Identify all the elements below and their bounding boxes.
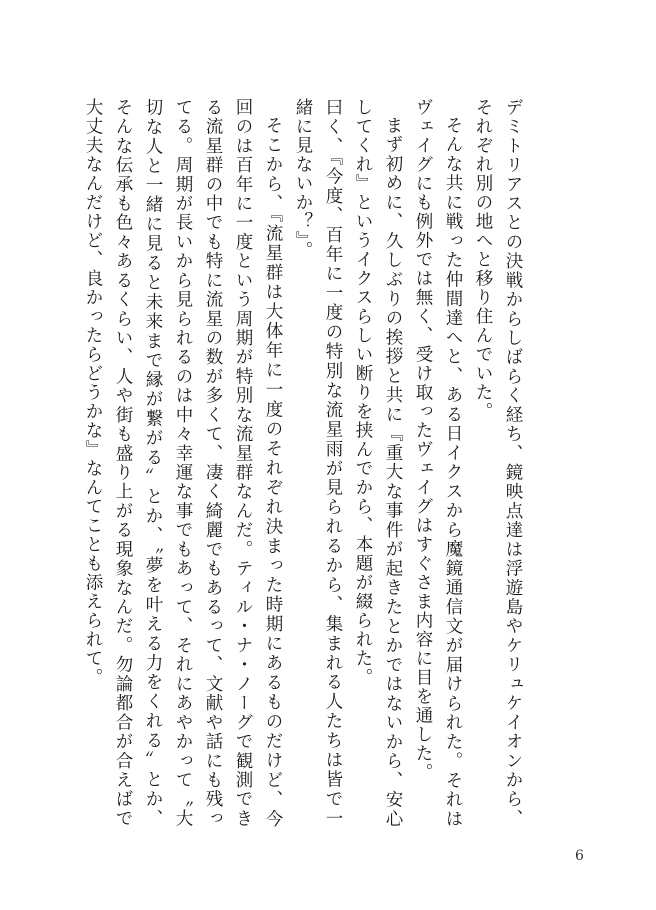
vertical-text-body [83,98,528,829]
paragraph-2: そんな共に戦った仲間達へと、ある日イクスから魔鏡通信文が届けられた。それはヴェイグにも例外では無く、受け取ったヴェイグはすぐさま内容に目を通した。 [413,98,463,828]
paragraph-4: 曰く、『今度、百年に一度の特別な流星雨が見られるから、集まれる人たちは皆で一緒に見ないか？』。 [293,98,343,828]
paragraph-3: まず初めに、久しぶりの挨拶と共に『重大な事件が起きたとかではないから、安心してくれ』というイクスらしい断りを挟んでから、本題が綴られた。 [353,98,403,828]
page-number: 6 [575,848,584,864]
paragraph-5: そこから、『流星群は大体年に一度のそれぞれ決まった時期にあるものだけど、今回のは百年に一度という周期が特別な流星群なんだ。ティル・ナ・ノーグで観測できる流星群の中でも特に流星の数が多くて、凄く綺麗でもあるって、文献や話にも残ってる。周期が長いから見られるのは中々幸運な事でもあって、それにあやかって〝大切な人と一緒に見ると未来まで縁が繋がる〟とか、〝夢を叶える力をくれる〟とか、そんな伝承も色々あるくらい、人や街も盛り上がる現象なんだ。勿論都合が合えばで大丈夫なんだけど、良かったらどうかな』なんてことも添えられて。 [83,98,283,829]
paragraph-1: デミトリアスとの決戦からしばらく経ち、鏡映点達は浮遊島やケリュケイオンから、それぞれ別の地へと移り住んでいた。 [473,98,523,828]
